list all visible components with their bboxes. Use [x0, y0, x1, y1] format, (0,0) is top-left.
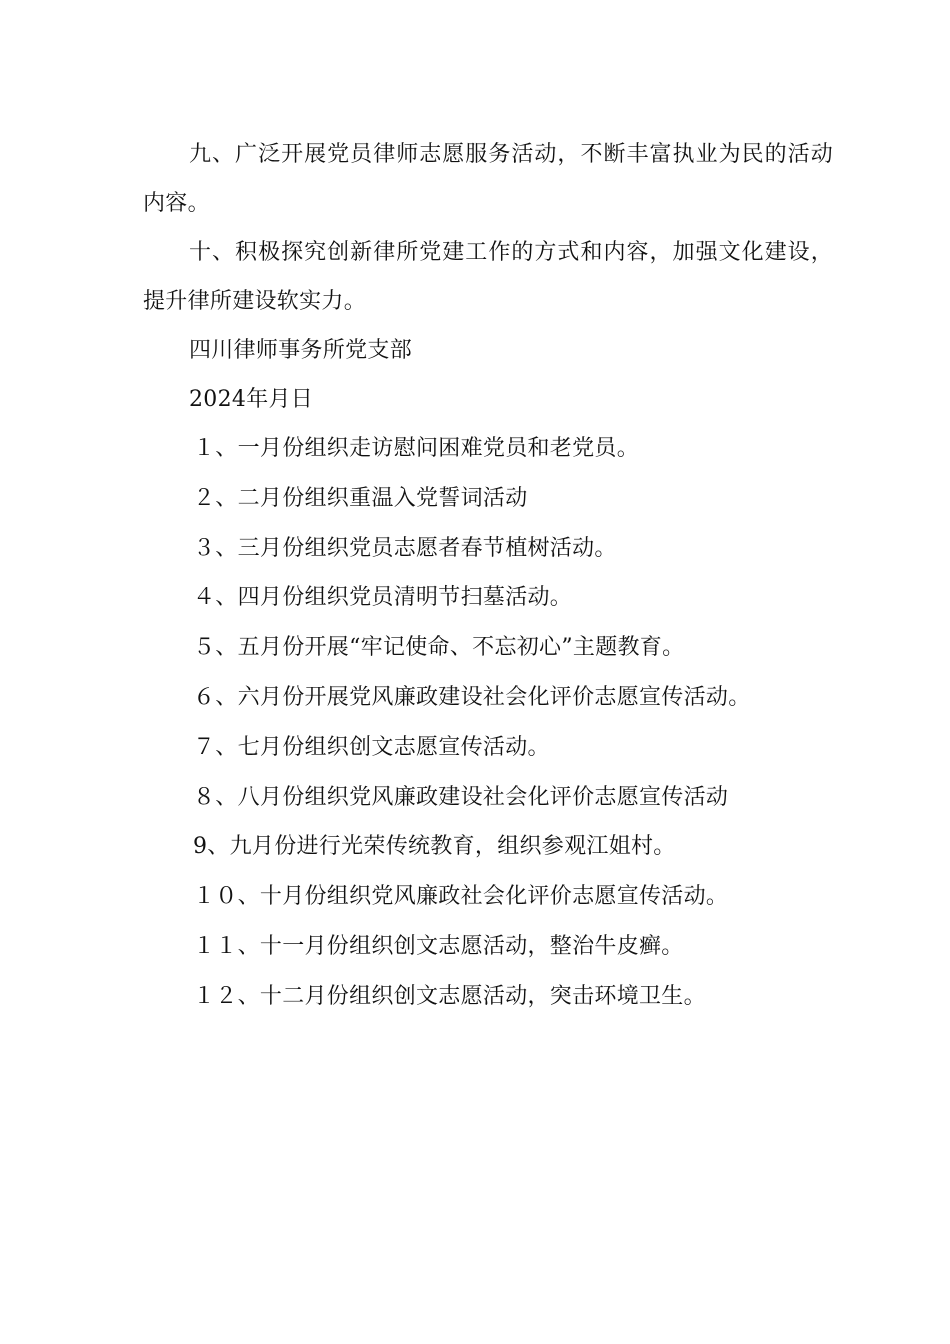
- list-item-june: ６、六月份开展党风廉政建设社会化评价志愿宣传活动。: [193, 684, 751, 710]
- list-item-may: ５、五月份开展“牢记使命、不忘初心”主题教育。: [193, 635, 685, 661]
- monthly-schedule-list: [143, 424, 833, 1022]
- list-item-october: １０、十月份组织党风廉政社会化评价志愿宣传活动。: [193, 884, 729, 910]
- document-body: [143, 130, 833, 1022]
- list-item-august: ８、八月份组织党风廉政建设社会化评价志愿宣传活动: [193, 784, 729, 810]
- organization-name: 四川律师事务所党支部: [189, 338, 413, 363]
- document-date: 2024年月日: [189, 387, 314, 412]
- list-item-february: ２、二月份组织重温入党誓词活动: [193, 485, 528, 511]
- paragraph-nine: 九、广泛开展党员律师志愿服务活动，不断丰富执业为民的活动内容。: [143, 142, 833, 216]
- list-item-september: 9、九月份进行光荣传统教育，组织参观江姐村。: [193, 834, 676, 860]
- list-item-march: ３、三月份组织党员志愿者春节植树活动。: [193, 535, 617, 561]
- paragraph-ten: 十、积极探究创新律所党建工作的方式和内容，加强文化建设，提升律所建设软实力。: [143, 240, 833, 314]
- list-item-april: ４、四月份组织党员清明节扫墓活动。: [193, 585, 573, 611]
- list-item-july: ７、七月份组织创文志愿宣传活动。: [193, 734, 550, 760]
- list-item-december: １２、十二月份组织创文志愿活动，突击环境卫生。: [193, 983, 706, 1009]
- list-item-november: １１、十一月份组织创文志愿活动，整治牛皮癣。: [193, 933, 684, 959]
- list-item-january: １、一月份组织走访慰问困难党员和老党员。: [193, 436, 640, 461]
